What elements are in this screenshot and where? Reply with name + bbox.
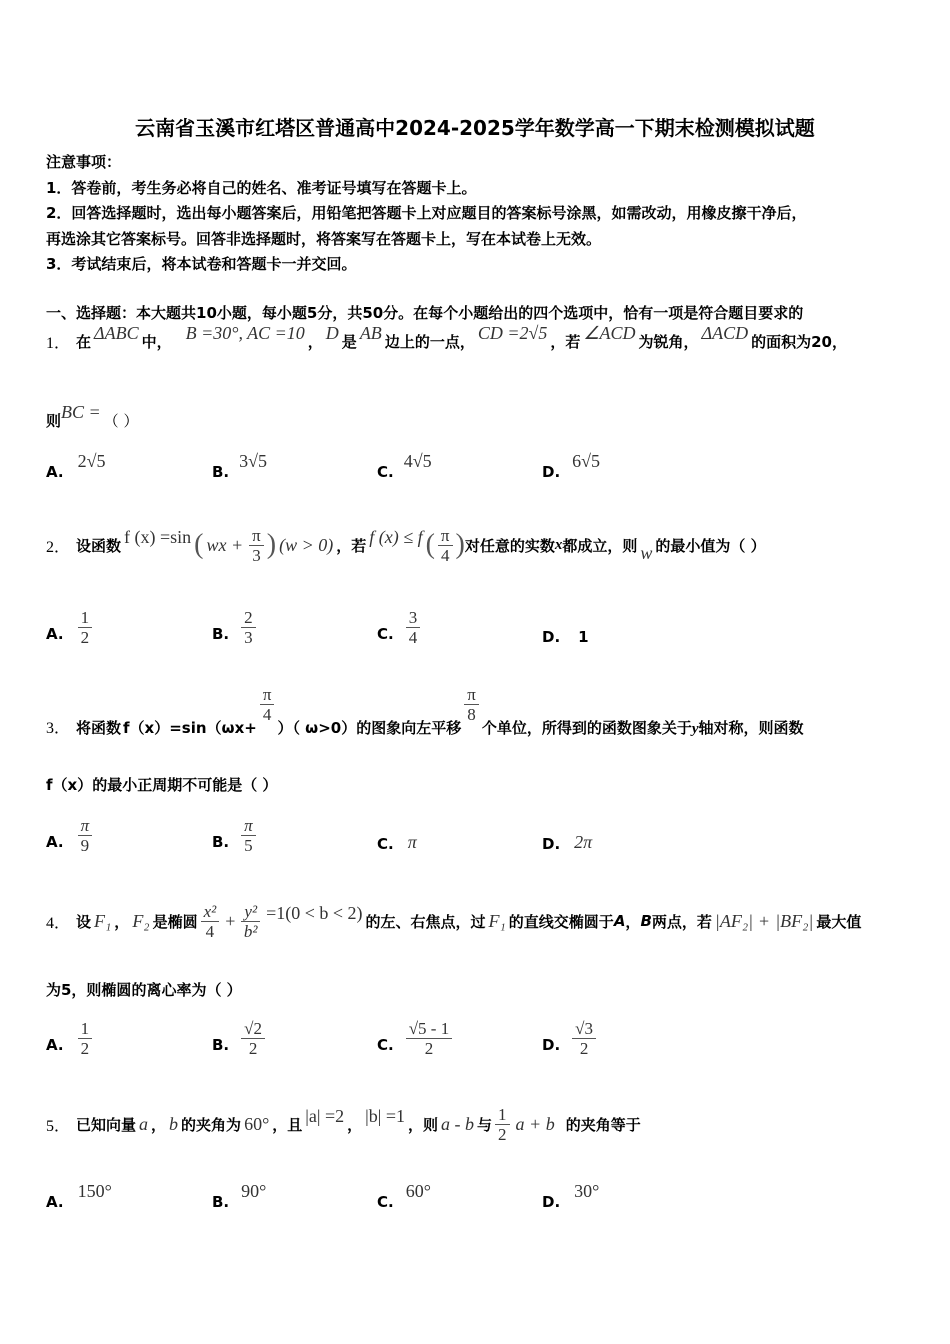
math: CD =2√5	[477, 323, 548, 343]
denominator: 3	[244, 628, 253, 647]
denominator: 8	[467, 705, 476, 724]
math: f (x) =sin	[124, 526, 192, 547]
option-value: 90°	[241, 1181, 267, 1201]
text: 轴对称，则函数	[698, 719, 804, 737]
option-label: D.	[542, 1036, 561, 1054]
denominator: 2	[424, 1039, 434, 1058]
numerator: √5 - 1	[406, 1019, 453, 1039]
text: 个单位，所得到的函数图象关于	[481, 719, 692, 737]
option-label: B.	[212, 1036, 230, 1054]
option-value: 6√5	[572, 451, 601, 471]
option-label: A.	[46, 463, 64, 481]
option-a[interactable]	[46, 451, 108, 481]
numerator: 2	[241, 608, 256, 628]
math: D	[325, 323, 339, 343]
denominator: 4	[408, 628, 418, 647]
option-label: A.	[46, 833, 64, 851]
option-label: A.	[46, 1193, 64, 1211]
option-d[interactable]	[542, 832, 595, 853]
math: |AF₂|	[714, 910, 754, 931]
answer-blank: （ ）	[103, 412, 139, 430]
text: 对任意的实数	[464, 536, 555, 555]
option-d[interactable]	[542, 628, 589, 646]
question-number: 2．	[46, 538, 71, 556]
option-label: D.	[542, 628, 561, 646]
option-label: C.	[377, 1193, 394, 1211]
option-value	[572, 1019, 596, 1058]
math: wx +	[206, 534, 244, 555]
fraction	[249, 526, 264, 565]
question-2	[46, 520, 766, 570]
math: F₁	[488, 910, 506, 931]
question-3-line2: f（x）的最小正周期不可能是（ ）	[46, 776, 278, 794]
notice-item: 再选涂其它答案标号。回答非选择题时，将答案写在答题卡上，写在本试卷上无效。	[46, 230, 602, 248]
numerator: π	[249, 526, 264, 546]
option-value: π	[407, 832, 417, 852]
page-title: 云南省玉溪市红塔区普通高中2024-2025学年数学高一下期末检测模拟试题	[135, 116, 815, 140]
option-label: A.	[46, 625, 64, 643]
numerator: π	[78, 816, 93, 836]
denominator: 4	[262, 705, 272, 724]
math: |BF₂|	[775, 910, 814, 931]
math: ∠ACD	[583, 323, 636, 343]
option-value	[241, 1019, 265, 1058]
numerator: x²	[201, 902, 220, 922]
question-4	[46, 893, 861, 949]
math: =1(0 < b < 2)	[266, 902, 363, 923]
text: ，	[625, 912, 641, 931]
math: a + b	[515, 1113, 555, 1134]
text: ，	[114, 912, 130, 931]
option-d[interactable]	[542, 451, 603, 481]
math: ΔACD	[701, 323, 749, 343]
option-label: B.	[212, 1193, 230, 1211]
option-label: A.	[46, 1036, 64, 1054]
option-value: 2π	[574, 832, 593, 852]
math: B =30°, AC =10	[185, 323, 305, 343]
text: 的直线交椭圆于	[508, 912, 614, 931]
math: AB	[359, 323, 382, 343]
question-number: 3．	[46, 720, 71, 737]
denominator: 2	[80, 1039, 90, 1058]
option-value: 30°	[574, 1181, 600, 1201]
option-b[interactable]	[212, 812, 259, 855]
denominator: b²	[243, 921, 258, 941]
option-value	[241, 816, 256, 855]
numerator: π	[241, 816, 256, 836]
numerator: √2	[241, 1019, 265, 1039]
numerator: π	[464, 685, 479, 705]
option-b[interactable]	[212, 1015, 268, 1058]
paren: (	[425, 529, 435, 560]
option-value: 1	[578, 628, 589, 646]
text: ，若	[550, 333, 581, 351]
math: |b| =1	[365, 1105, 406, 1126]
fraction	[241, 902, 260, 941]
denominator: 5	[244, 836, 253, 855]
option-value	[406, 1019, 453, 1058]
denominator: 2	[248, 1039, 258, 1058]
text: 将函数	[76, 719, 122, 737]
option-value: 60°	[405, 1181, 431, 1201]
denominator: 2	[80, 628, 90, 647]
math: a	[139, 1113, 149, 1134]
section-heading: 一、选择题：本大题共10小题，每小题5分，共50分。在每个小题给出的四个选项中，恰有一项是符合题目要求的	[46, 304, 804, 322]
math: BC =	[61, 402, 101, 422]
option-value	[241, 608, 256, 647]
math: ΔABC	[94, 323, 139, 343]
text: 的夹角为	[181, 1115, 242, 1134]
math: a - b	[441, 1113, 475, 1134]
text: 的面积为20，	[751, 333, 847, 351]
math: A	[613, 912, 626, 930]
option-value: 4√5	[403, 451, 432, 471]
denominator: 4	[205, 921, 215, 941]
text: ）（ ω>0）的图象向左平移	[277, 719, 462, 737]
numerator: y²	[241, 902, 260, 922]
text: ，且	[272, 1115, 303, 1134]
notice-item: 3．考试结束后，将本试卷和答题卡一并交回。	[46, 255, 357, 273]
numerator: 3	[406, 608, 421, 628]
text: 则	[46, 412, 62, 430]
notice-item: 2．回答选择题时，选出每小题答案后，用铅笔把答题卡上对应题目的答案标号涂黑，如需改动，用橡皮擦干净后，	[46, 204, 807, 222]
question-1-line2	[46, 402, 139, 431]
text: ，	[307, 333, 323, 351]
fraction	[495, 1105, 510, 1144]
numerator: π	[438, 526, 453, 546]
option-label: B.	[212, 463, 230, 481]
numerator: π	[260, 685, 275, 705]
math: 60°	[244, 1113, 270, 1134]
option-c[interactable]	[377, 1015, 455, 1058]
text: 与	[477, 1115, 493, 1134]
math: f (x) ≤ f	[369, 526, 423, 547]
numerator: 1	[495, 1105, 510, 1125]
text: 在	[76, 333, 92, 351]
denominator: 3	[252, 545, 261, 565]
option-value: 2√5	[77, 451, 106, 471]
fraction	[201, 902, 220, 941]
paren: )	[266, 529, 277, 560]
text: 是	[341, 333, 357, 351]
question-3	[46, 685, 804, 738]
math: +	[759, 910, 770, 931]
math: F₁	[94, 910, 112, 931]
text: 都成立，则	[562, 536, 638, 555]
text: ，	[151, 1115, 167, 1134]
question-4-line2: 为5，则椭圆的离心率为（ ）	[46, 981, 242, 999]
fraction	[438, 526, 453, 565]
text: ，则	[408, 1115, 439, 1134]
text: 的左、右焦点，过	[365, 912, 486, 931]
math: +	[225, 910, 236, 931]
notice-item: 1．答卷前，考生务必将自己的姓名、准考证号填写在答题卡上。	[46, 179, 477, 197]
math: f（x）=sin（ωx+	[123, 719, 257, 737]
option-value	[78, 1019, 93, 1058]
fraction	[464, 685, 479, 724]
option-value	[406, 608, 421, 647]
denominator: 9	[80, 836, 90, 855]
option-a[interactable]	[46, 1015, 95, 1058]
math: w	[640, 542, 653, 563]
text: 已知向量	[76, 1115, 137, 1134]
numerator: 1	[78, 1019, 93, 1039]
paren: )	[455, 529, 465, 560]
option-a[interactable]	[46, 1181, 115, 1211]
math: (w > 0)	[279, 534, 334, 555]
numerator: 1	[78, 608, 93, 628]
option-a[interactable]	[46, 812, 95, 855]
math: b	[169, 1113, 179, 1134]
text: 两点，若	[651, 912, 712, 931]
option-value: 3√5	[239, 451, 268, 471]
math: x	[554, 536, 563, 553]
option-label: D.	[542, 1193, 561, 1211]
option-label: C.	[377, 1036, 394, 1054]
math: B	[640, 912, 652, 930]
option-value	[78, 816, 93, 855]
text: 是椭圆	[152, 912, 198, 931]
math: y	[691, 721, 699, 737]
text: 中，	[141, 333, 172, 351]
option-d[interactable]	[542, 1015, 599, 1058]
option-label: D.	[542, 835, 561, 853]
text: ，	[347, 1115, 363, 1134]
option-label: C.	[377, 625, 394, 643]
text: ，若	[336, 536, 367, 555]
option-label: D.	[542, 463, 561, 481]
paren: (	[194, 529, 204, 560]
numerator: √3	[572, 1019, 596, 1039]
question-number: 4．	[46, 914, 71, 932]
option-label: B.	[212, 625, 230, 643]
option-d[interactable]	[542, 1181, 602, 1211]
text: 边上的一点，	[384, 333, 475, 351]
text: 设	[76, 912, 92, 931]
option-c[interactable]	[377, 1181, 434, 1211]
denominator: 2	[498, 1124, 507, 1144]
option-c[interactable]	[377, 604, 423, 647]
option-c[interactable]	[377, 832, 420, 853]
option-label: B.	[212, 833, 230, 851]
denominator: 4	[440, 545, 450, 565]
option-label: C.	[377, 835, 394, 853]
text: 最大值	[816, 912, 862, 931]
text: 的最小值为（ ）	[655, 536, 766, 555]
option-a[interactable]	[46, 604, 95, 647]
question-number: 1．	[46, 335, 71, 352]
math: F₂	[132, 910, 150, 931]
question-5	[46, 1096, 641, 1152]
option-b[interactable]	[212, 1181, 269, 1211]
math: |a| =2	[305, 1105, 345, 1126]
option-value: 150°	[77, 1181, 112, 1201]
question-1	[46, 323, 847, 353]
option-b[interactable]	[212, 604, 259, 647]
option-c[interactable]	[377, 451, 435, 481]
question-number: 5．	[46, 1117, 71, 1135]
option-b[interactable]	[212, 451, 270, 481]
text: 的夹角等于	[565, 1115, 641, 1134]
notice-heading: 注意事项：	[46, 153, 122, 171]
text: 为锐角，	[638, 333, 699, 351]
text: 设函数	[76, 536, 122, 555]
denominator: 2	[579, 1039, 589, 1058]
fraction	[260, 685, 275, 724]
option-value	[78, 608, 93, 647]
option-label: C.	[377, 463, 394, 481]
